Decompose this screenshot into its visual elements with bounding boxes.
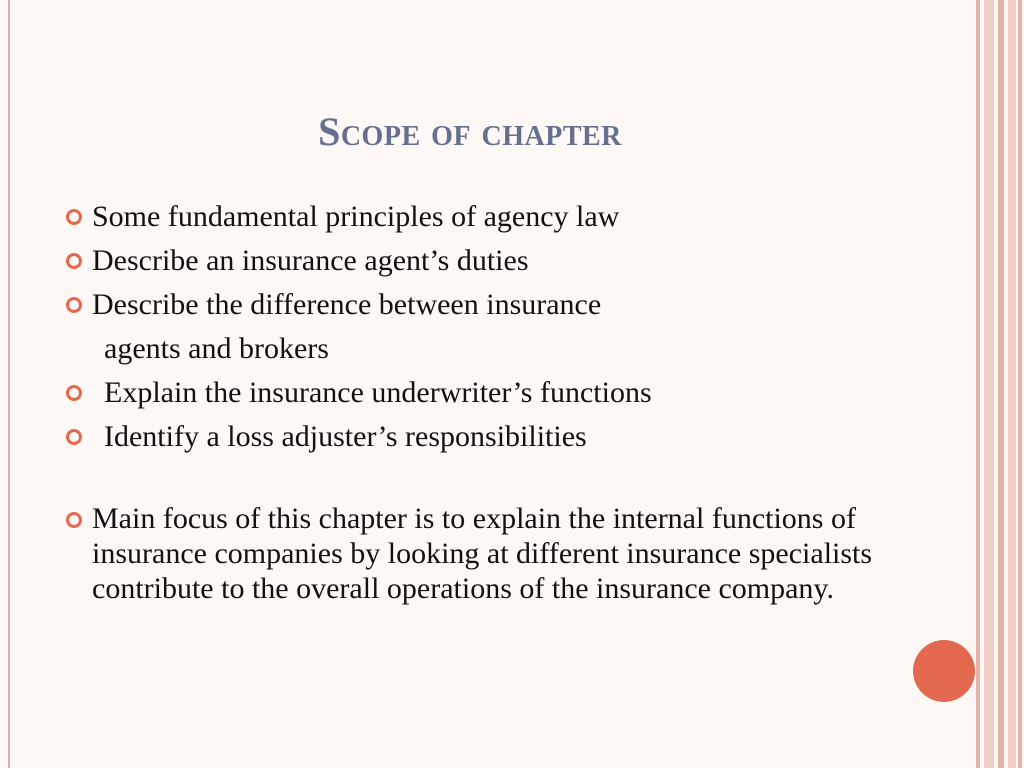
stripe xyxy=(976,0,980,768)
bullet-item xyxy=(62,283,922,327)
bullet-list xyxy=(62,195,922,606)
bullet-text: Describe the difference between insurance xyxy=(92,288,602,321)
bullet-ring-icon xyxy=(66,253,82,269)
bullet-ring-icon xyxy=(66,429,82,445)
bullet-item xyxy=(62,415,922,459)
bullet-item xyxy=(62,371,922,415)
bullet-ring-icon xyxy=(66,209,82,225)
summary-paragraph xyxy=(62,501,892,606)
decorative-circle xyxy=(913,640,975,702)
bullet-item xyxy=(62,195,922,239)
bullet-text: Some fundamental principles of agency law xyxy=(92,200,620,233)
stripe xyxy=(998,0,1004,768)
bullet-ring-icon xyxy=(66,512,82,528)
bullet-text: Describe an insurance agent’s duties xyxy=(92,244,529,277)
paragraph-text: Main focus of this chapter is to explain the internal functions of insurance companies by looking at different insurance specialists contribute to the overall operations of the insurance company. xyxy=(92,502,873,605)
bullet-text: Explain the insurance underwriter’s functions xyxy=(104,376,652,409)
spacer xyxy=(62,459,922,501)
stripe xyxy=(984,0,994,768)
bullet-text: agents and brokers xyxy=(104,332,329,365)
stripe xyxy=(1008,0,1016,768)
bullet-continuation xyxy=(62,327,922,371)
bullet-ring-icon xyxy=(66,297,82,313)
bullet-text: Identify a loss adjuster’s responsibilities xyxy=(104,420,587,453)
right-decorative-stripes xyxy=(976,0,1024,768)
stripe xyxy=(1018,0,1022,768)
bullet-ring-icon xyxy=(66,385,82,401)
bullet-item xyxy=(62,239,922,283)
slide-title: Scope of chapter xyxy=(318,109,622,154)
